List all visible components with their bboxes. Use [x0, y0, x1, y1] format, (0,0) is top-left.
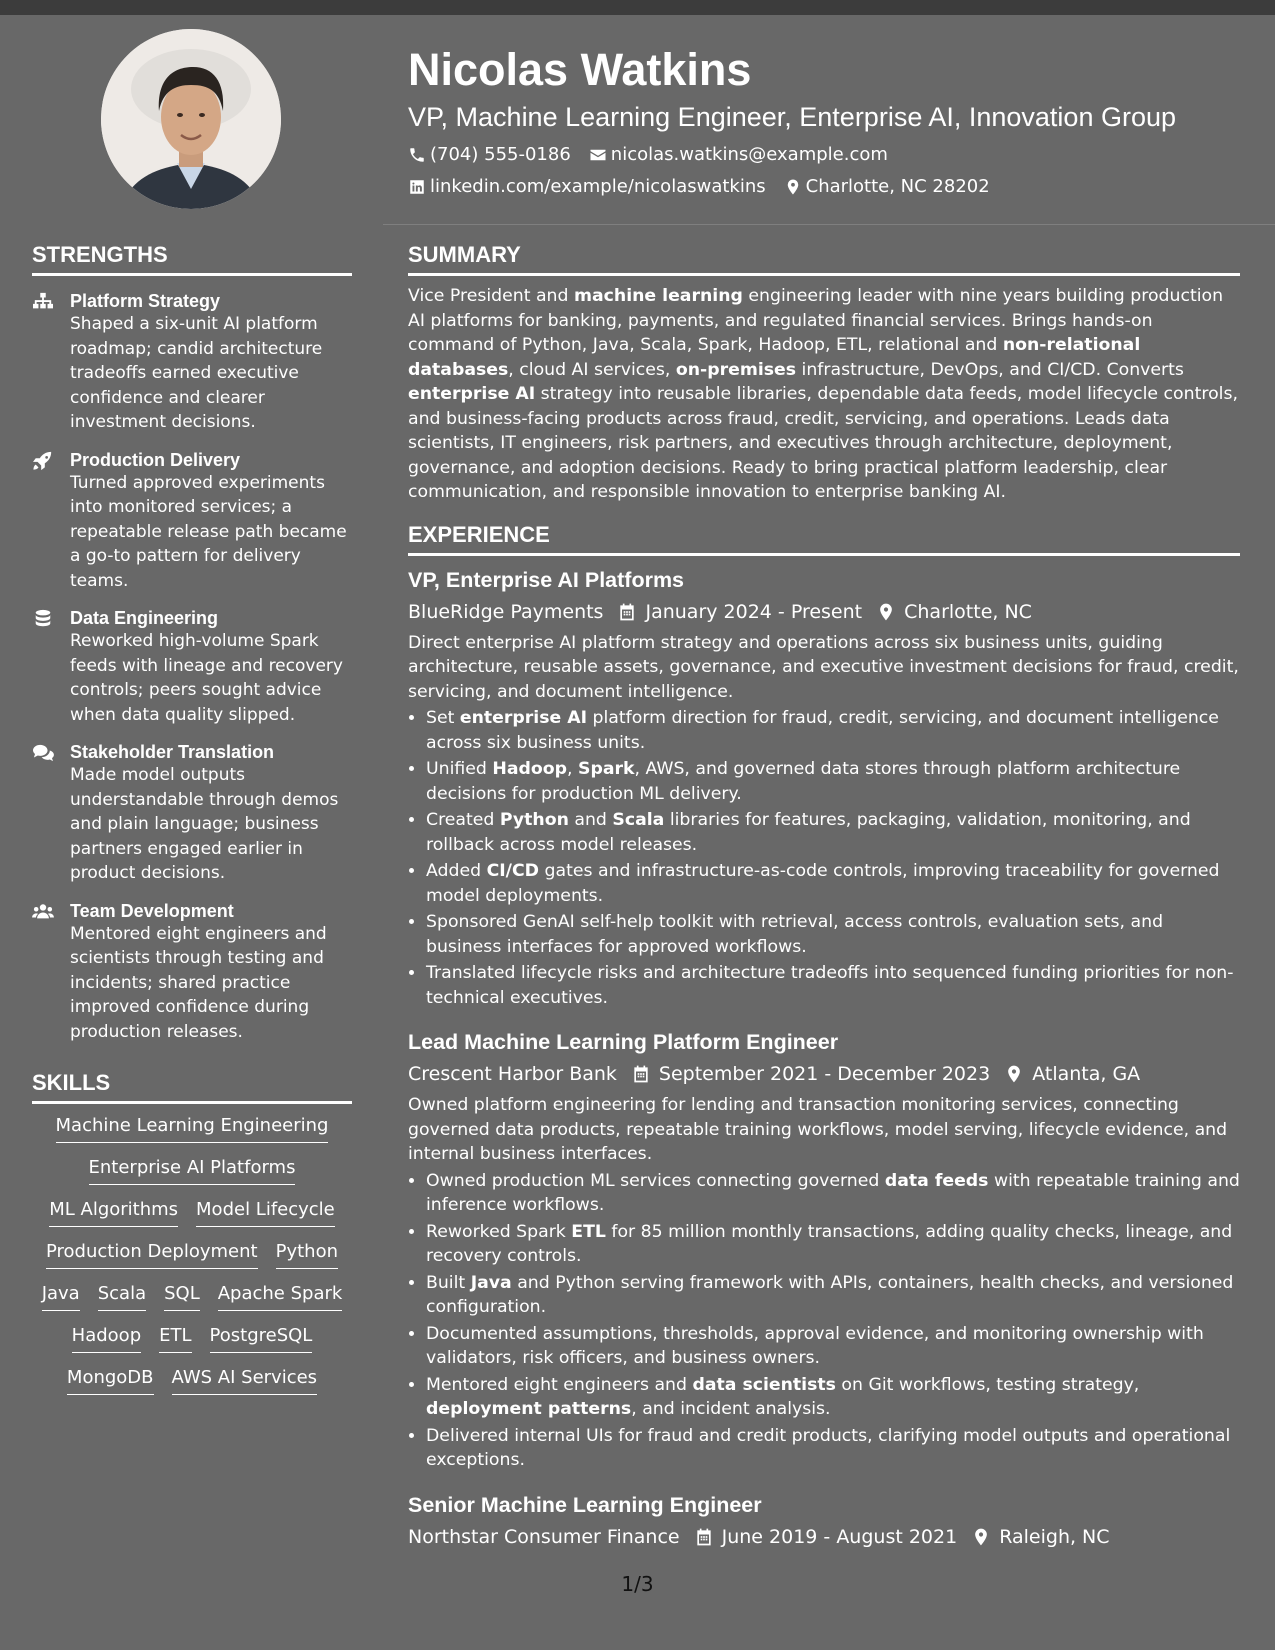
top-bar [0, 0, 1275, 15]
map-pin-icon [971, 1527, 991, 1547]
contact-row-1 [408, 144, 1248, 166]
job-bullet: • Delivered internal UIs for fraud and credit products, clarifying model outputs and operational exceptions. [426, 1424, 1240, 1473]
linkedin-contact[interactable] [408, 176, 766, 198]
job-location: Charlotte, NC [876, 599, 1032, 625]
skill-row [32, 1240, 352, 1269]
strength-title: Stakeholder Translation [70, 742, 275, 762]
job-bullets [408, 1169, 1240, 1473]
skill-tag: PostgreSQL [210, 1324, 313, 1353]
strength-desc: Made model outputs understandable through demos and plain language; business partners engaged earlier in product decisions. [70, 765, 339, 883]
strength-title: Production Delivery [70, 449, 241, 470]
skill-tag: ML Algorithms [49, 1198, 178, 1227]
strength-title: Team Development [70, 900, 234, 921]
page-number: 1/3 [621, 1572, 654, 1596]
job-entry [408, 1491, 1240, 1550]
location-text: Charlotte, NC 28202 [805, 176, 990, 197]
profile-photo [101, 29, 281, 209]
phone-contact[interactable] [408, 144, 571, 166]
phone-icon [408, 146, 426, 164]
job-title: Senior Machine Learning Engineer [408, 1492, 762, 1517]
sitemap-icon [32, 292, 54, 312]
skill-tag: Scala [98, 1282, 146, 1311]
job-bullet: • Built Java and Python serving framework with APIs, containers, health checks, and versioned configuration. [426, 1271, 1240, 1320]
skill-tag: Python [276, 1240, 338, 1269]
skill-tag: Apache Spark [218, 1282, 343, 1311]
linkedin-url: linkedin.com/example/nicolaswatkins [430, 176, 766, 197]
strength-item [32, 900, 352, 1045]
skill-tag: Production Deployment [46, 1240, 258, 1269]
job-location: Atlanta, GA [1004, 1061, 1140, 1087]
database-icon [32, 609, 54, 629]
right-column [408, 242, 1240, 1550]
skill-row [32, 1114, 352, 1143]
skill-tag: Hadoop [72, 1324, 141, 1353]
users-icon [32, 902, 54, 922]
map-pin-icon [784, 178, 802, 196]
job-bullet: • Mentored eight engineers and data scientists on Git workflows, testing strategy, deployment patterns, and incident analysis. [426, 1373, 1240, 1422]
skill-tag: MongoDB [67, 1366, 154, 1395]
skill-tag: Java [42, 1282, 80, 1311]
experience-heading: EXPERIENCE [408, 522, 1240, 556]
strength-item [32, 607, 352, 727]
header-divider [383, 224, 1275, 225]
skill-tag: ETL [159, 1324, 191, 1353]
job-bullet: • Owned production ML services connecting governed data feeds with repeatable training and inference workflows. [426, 1169, 1240, 1218]
skill-row [32, 1282, 352, 1311]
strength-title: Data Engineering [70, 608, 219, 628]
job-entry [408, 566, 1240, 1011]
skill-tag: SQL [164, 1282, 200, 1311]
job-bullet: • Translated lifecycle risks and architecture tradeoffs into sequenced funding priorities for non-technical executives. [426, 961, 1240, 1010]
job-dates: June 2019 - August 2021 [694, 1524, 958, 1550]
strength-desc: Reworked high-volume Spark feeds with lineage and recovery controls; peers sought advice when data quality slipped. [70, 631, 343, 725]
strength-item [32, 741, 352, 886]
email-address: nicolas.watkins@example.com [610, 144, 888, 165]
job-title: Lead Machine Learning Platform Engineer [408, 1030, 839, 1054]
strength-desc: Turned approved experiments into monitored services; a repeatable release path became a go-to pattern for delivery teams. [70, 472, 347, 591]
skill-row [32, 1198, 352, 1227]
job-company: Crescent Harbor Bank [408, 1063, 617, 1085]
skill-tag: AWS AI Services [172, 1366, 318, 1395]
calendar-icon [694, 1527, 714, 1547]
job-bullet: • Sponsored GenAI self-help toolkit with retrieval, access controls, evaluation sets, and business interfaces for approved workflows. [426, 910, 1240, 959]
resume-header [408, 42, 1248, 198]
job-bullet: • Created Python and Scala libraries for features, packaging, validation, monitoring, and rollback across model releases. [426, 808, 1240, 857]
comments-icon [32, 743, 54, 763]
job-bullet: • Reworked Spark ETL for 85 million monthly transactions, adding quality checks, lineage, and recovery controls. [426, 1220, 1240, 1269]
job-meta [408, 1061, 1240, 1087]
job-bullet: • Set enterprise AI platform direction for fraud, credit, servicing, and document intelligence across six business units. [426, 706, 1240, 755]
skill-row [32, 1156, 352, 1185]
strength-desc: Mentored eight engineers and scientists through testing and incidents; shared practice improved confidence during production releases. [70, 923, 327, 1042]
job-bullet: • Documented assumptions, thresholds, approval evidence, and monitoring ownership with validators, risk officers, and business owners. [426, 1322, 1240, 1371]
job-company: BlueRidge Payments [408, 600, 604, 623]
summary-heading: SUMMARY [408, 242, 1240, 276]
job-title: VP, Enterprise AI Platforms [408, 567, 685, 592]
skill-tag: Model Lifecycle [196, 1198, 335, 1227]
contact-row-2 [408, 176, 1248, 198]
skill-row [32, 1366, 352, 1395]
linkedin-icon [408, 178, 426, 196]
summary-text: Vice President and machine learning engineering leader with nine years building production AI platforms for banking, payments, and regulated financial services. Brings hands-on command of Python, Java, Scala, Spark, Hadoop, ETL, relational and non-relational databases, cloud AI services, on-premises infrastructure, DevOps, and CI/CD. Converts enterprise AI strategy into reusable libraries, dependable data feeds, model lifecycle controls, and business-facing products across fraud, credit, servicing, and operations. Leads data scientists, IT engineers, risk partners, and executives through architecture, deployment, governance, and adoption decisions. Ready to bring practical platform leadership, clear communication, and responsible innovation to enterprise banking AI. [408, 286, 1238, 502]
strengths-heading: STRENGTHS [32, 242, 352, 276]
job-location: Raleigh, NC [971, 1524, 1109, 1550]
job-bullets [408, 706, 1240, 1010]
skill-tag: Machine Learning Engineering [56, 1114, 329, 1143]
left-column [32, 242, 352, 1395]
job-company: Northstar Consumer Finance [408, 1525, 680, 1548]
rocket-icon [32, 451, 54, 471]
job-meta [408, 1524, 1240, 1550]
job-meta [408, 599, 1240, 625]
email-contact[interactable] [589, 144, 888, 166]
job-description: Owned platform engineering for lending and transaction monitoring services, connecting governed data products, repeatable training workflows, model serving, lifecycle evidence, and internal business interfaces. [408, 1095, 1228, 1164]
location-contact [784, 176, 990, 198]
strength-desc: Shaped a six-unit AI platform roadmap; candid architecture tradeoffs earned executive confidence and clearer investment decisions. [70, 314, 323, 432]
strength-item [32, 290, 352, 435]
candidate-name: Nicolas Watkins [408, 44, 752, 95]
experience-list [408, 566, 1240, 1550]
job-description: Direct enterprise AI platform strategy and operations across six business units, guiding architecture, reusable assets, governance, and executive investment decisions for fraud, credit, servicing, and document intelligence. [408, 632, 1239, 702]
job-bullet: • Unified Hadoop, Spark, AWS, and governed data stores through platform architecture decisions for production ML delivery. [426, 757, 1240, 806]
job-bullet: • Added CI/CD gates and infrastructure-as-code controls, improving traceability for governed model deployments. [426, 859, 1240, 908]
job-dates: September 2021 - December 2023 [631, 1061, 990, 1087]
skills-heading: SKILLS [32, 1070, 352, 1104]
avatar-icon [101, 29, 281, 209]
skill-tag: Enterprise AI Platforms [89, 1156, 296, 1185]
job-dates: January 2024 - Present [617, 599, 862, 625]
job-entry [408, 1028, 1240, 1473]
strength-item [32, 449, 352, 594]
map-pin-icon [876, 602, 896, 622]
strength-title: Platform Strategy [70, 291, 221, 311]
calendar-icon [617, 602, 637, 622]
skills-list [32, 1114, 352, 1395]
phone-number: (704) 555-0186 [430, 144, 571, 165]
calendar-icon [631, 1064, 651, 1084]
map-pin-icon [1004, 1064, 1024, 1084]
envelope-icon [589, 146, 607, 164]
candidate-title: VP, Machine Learning Engineer, Enterprise AI, Innovation Group [408, 102, 1176, 132]
skill-row [32, 1324, 352, 1353]
